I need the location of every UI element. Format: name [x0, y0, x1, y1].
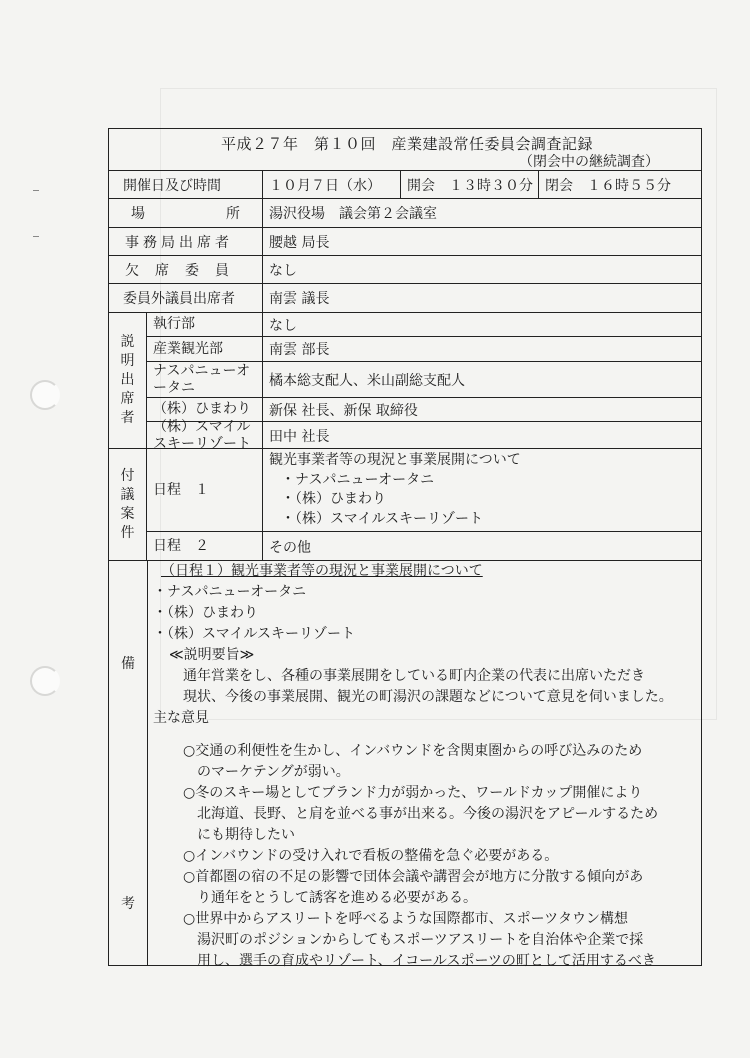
punch-hole	[30, 380, 60, 410]
date-label: 開催日及び時間	[109, 171, 263, 198]
explainer-row: 執行部 なし	[147, 313, 701, 337]
margin-mark	[33, 236, 39, 237]
record-sheet	[108, 128, 702, 969]
explainers-list	[147, 313, 701, 452]
absent-label: 欠席委員	[109, 256, 263, 283]
agenda-item-1: 日程 １ 観光事業者等の現況と事業展開について ・ナスパニューオータニ ・（株）ひまわり ・（株）スマイルスキーリゾート	[147, 449, 701, 532]
explainers-block	[109, 313, 701, 452]
secretariat-label: 事務局出席者	[109, 228, 263, 255]
close-time: 閉会 １６時５５分	[545, 177, 671, 194]
remarks-label: 備 考	[109, 561, 148, 965]
absent-members: なし	[269, 262, 297, 279]
agenda-label: 付 議 案 件	[109, 449, 147, 560]
agenda-block	[109, 449, 701, 561]
meeting-date: １０月７日（水）	[263, 171, 401, 198]
explainer-row: （株）スマイル スキーリゾート 田中 社長	[147, 422, 701, 449]
meeting-place: 湯沢役場 議会第２会議室	[269, 206, 437, 222]
explainer-row: 産業観光部 南雲 部長	[147, 337, 701, 362]
place-label-b: 所	[226, 206, 240, 222]
place-label-a: 場	[131, 206, 145, 222]
summary-label: ≪説明要旨≫	[169, 647, 255, 663]
opinion-item: ○インバウンドの受け入れで看板の整備を急ぐ必要がある。	[183, 848, 559, 864]
secretariat-names: 腰越 局長	[269, 234, 330, 251]
opinions-label: 主な意見	[153, 710, 209, 726]
outside-row	[109, 284, 701, 313]
outside-members: 南雲 議長	[269, 291, 330, 307]
title-row	[109, 129, 701, 171]
document-title: 平成２７年 第１０回 産業建設常任委員会調査記録	[221, 135, 594, 153]
place-row	[109, 199, 701, 228]
opinion-item: ○交通の利便性を生かし、インバウンドを含関東圏からの呼び込みのため のマーケテングが弱い。	[183, 743, 643, 780]
explainer-row: （株）ひまわり 新保 社長、新保 取締役	[147, 398, 701, 422]
place-label	[109, 199, 263, 227]
margin-mark	[33, 190, 39, 191]
secretariat-row	[109, 228, 701, 256]
document-subtitle: （閉会中の継続調査）	[519, 154, 659, 170]
opinion-item: ○首都圏の宿の不足の影響で団体会議や講習会が地方に分散する傾向があ り通年をとうして誘客を進める必要がある。	[183, 869, 644, 906]
outside-label: 委員外議員出席者	[109, 284, 263, 312]
date-row	[109, 171, 701, 199]
explainer-row: ナスパニューオ ータニ 橘本総支配人、米山副総支配人	[147, 362, 701, 398]
remarks-body: （日程１）観光事業者等の現況と事業展開について ・ナスパニューオータニ ・（株）ひまわり ・（株）スマイルスキーリゾート ≪説明要旨≫ 通年営業をし、各種の事業展開をしている町内企業の代表に出席いただき 現状、今後の事業展開、観光の町湯沢の課題などについて意見を伺いました。 主な意見 ○交通の利便性を生かし、インバウンドを含関東圏からの呼び込みのため のマーケテングが弱い。 ○冬のスキー場としてブランド力が弱かった、ワールドカップ開催により 北海道、長野、と肩を並べる事が出来る。今後の湯沢をアピールするため にも期待したい ○インバウンドの受け入れで看板の整備を急ぐ必要がある。 ○首都圏の宿の不足の影響で団体会議や講習会が地方に分散する傾向があ り通年をとうして誘客を進める必要がある。 ○世界中からアスリートを呼べるような国際都市、スポーツタウン構想 湯沢町のポジションからしてもスポーツアスリートを自治体や企業で採 用し、選手の育成やリゾート、イコールスポーツの町として活用するべき	[153, 561, 695, 972]
absent-row	[109, 256, 701, 284]
punch-hole	[30, 666, 60, 696]
agenda-item-2: 日程 ２ その他	[147, 532, 701, 561]
agenda-item-1-title: 観光事業者等の現況と事業展開について	[269, 452, 521, 468]
open-time: 開会 １３時３０分	[401, 171, 539, 198]
opinion-item: ○世界中からアスリートを呼べるような国際都市、スポーツタウン構想 湯沢町のポジションからしてもスポーツアスリートを自治体や企業で採 用し、選手の育成やリゾート、イコールスポーツの町として活用するべき	[183, 911, 656, 969]
remarks-heading: （日程１）観光事業者等の現況と事業展開について	[161, 563, 483, 579]
explainers-label: 説 明 出 席 者	[109, 313, 147, 448]
opinion-item: ○冬のスキー場としてブランド力が弱かった、ワールドカップ開催により 北海道、長野、と肩を並べる事が出来る。今後の湯沢をアピールするため にも期待したい	[183, 785, 659, 843]
